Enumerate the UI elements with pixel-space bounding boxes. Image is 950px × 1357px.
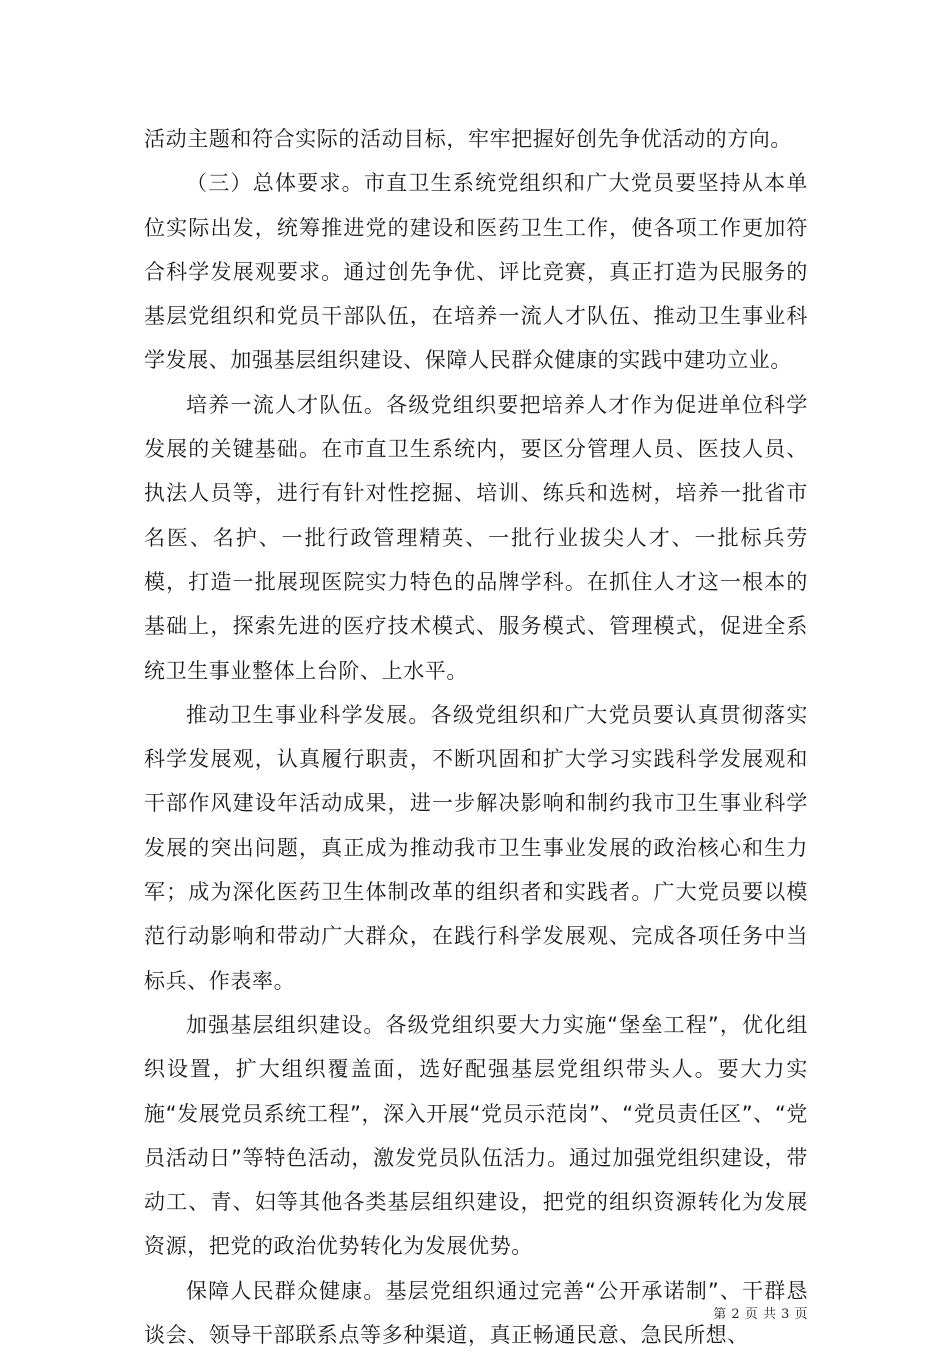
paragraph-public-health: 保障人民群众健康。基层党组织通过完善“公开承诺制”、干群恳谈会、领导干部联系点等多种渠道，真正畅通民意、急民所想、	[144, 1278, 808, 1348]
page-number-footer: 第 2 页 共 3 页	[713, 1307, 808, 1322]
paragraph-continuation: 活动主题和符合实际的活动目标，牢牢把握好创先争优活动的方向。	[144, 127, 792, 151]
paragraph-talent-team: 培养一流人才队伍。各级党组织要把培养人才作为促进单位科学发展的关键基础。在市直卫生系统内，要区分管理人员、医技人员、执法人员等，进行有针对性挖掘、培训、练兵和选树，培养一批省市名医、名护、一批行政管理精英、一批行业拔尖人才、一批标兵劳模，打造一批展现医院实力特色的品牌学科。在抓住人才这一根本的基础上，探索先进的医疗技术模式、服务模式、管理模式，促进全系统卫生事业整体上台阶、上水平。	[144, 392, 808, 683]
paragraph-grassroots-organization: 加强基层组织建设。各级党组织要大力实施“堡垒工程”，优化组织设置，扩大组织覆盖面，选好配强基层党组织带头人。要大力实施“发展党员系统工程”，深入开展“党员示范岗”、“党员责任区”、“党员活动日”等特色活动，激发党员队伍活力。通过加强党组织建设，带动工、青、妇等其他各类基层组织建设，把党的组织资源转化为发展资源，把党的政治优势转化为发展优势。	[144, 1012, 808, 1259]
document-body	[144, 117, 808, 1357]
paragraph-scientific-development: 推动卫生事业科学发展。各级党组织和广大党员要认真贯彻落实科学发展观，认真履行职责，不断巩固和扩大学习实践科学发展观和干部作风建设年活动成果，进一步解决影响和制约我市卫生事业科学发展的突出问题，真正成为推动我市卫生事业发展的政治核心和生力军；成为深化医药卫生体制改革的组织者和实践者。广大党员要以模范行动影响和带动广大群众，在践行科学发展观、完成各项任务中当标兵、作表率。	[144, 702, 808, 993]
paragraph-general-requirements: （三）总体要求。市直卫生系统党组织和广大党员要坚持从本单位实际出发，统筹推进党的建设和医药卫生工作，使各项工作更加符合科学发展观要求。通过创先争优、评比竞赛，真正打造为民服务的基层党组织和党员干部队伍，在培养一流人才队伍、推动卫生事业科学发展、加强基层组织建设、保障人民群众健康的实践中建功立业。	[144, 171, 808, 373]
